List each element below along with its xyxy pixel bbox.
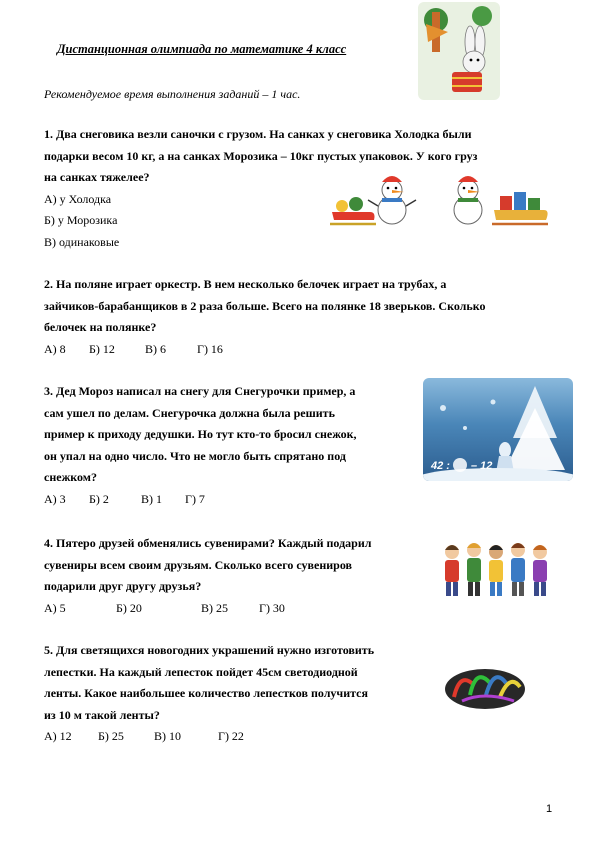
answer-option: Г) 22 xyxy=(218,729,244,743)
winter-scene-illustration xyxy=(423,378,573,481)
snowball-icon xyxy=(453,458,467,472)
friends-illustration xyxy=(440,538,552,600)
snowman-gifts-illustration xyxy=(440,170,552,232)
answer-option: В) одинаковые xyxy=(44,234,120,249)
question-2-text: 2. На поляне играет оркестр. В нем несколько белочек играет на трубах, а зайчиков-барабанщиков в 2 раза больше. Всего на полянке 18 зверьков. Сколько белочек на полянке? xyxy=(44,277,486,334)
question-2 xyxy=(44,274,486,360)
led-ribbon-illustration xyxy=(440,655,530,717)
answer-options xyxy=(44,489,357,511)
answer-option: А) 3 xyxy=(44,491,66,506)
answer-options xyxy=(44,598,371,620)
answer-option: А) 12 xyxy=(44,729,72,743)
question-3 xyxy=(44,381,357,510)
question-1-text: 1. Два снеговика везли саночки с грузом. На санках у снеговика Холодка были подарки весом 10 кг, а на санках Морозика – 10кг пустых упаковок. У кого груз на санках тяжелее? xyxy=(44,127,478,184)
recommended-time: Рекомендуемое время выполнения заданий – 1 час. xyxy=(44,87,301,101)
answer-option: В) 10 xyxy=(154,729,181,743)
question-3-text: 3. Дед Мороз написал на снегу для Снегурочки пример, а сам ушел по делам. Снегурочка должна была решить пример к приходу дедушки. Но тут кто-то бросил снежок, он упал на одно число. Что не могло быть спрятано под снежком? xyxy=(44,384,357,484)
answer-option: Г) 7 xyxy=(185,491,205,506)
answer-option: А) 5 xyxy=(44,600,66,615)
rabbit-drum-illustration xyxy=(418,2,500,100)
answer-options xyxy=(44,339,486,361)
answer-option: Б) 2 xyxy=(89,491,109,506)
answer-option: Б) 12 xyxy=(89,341,115,356)
answer-option: А) у Холодка xyxy=(44,191,112,206)
question-4 xyxy=(44,533,371,619)
answer-option: В) 6 xyxy=(145,341,166,356)
equation-left: 42 : xyxy=(431,460,450,472)
question-4-text: 4. Пятеро друзей обменялись сувенирами? Каждый подарил сувениры всем своим друзьям. Сколько всего сувениров подарили друг другу друзья? xyxy=(44,536,372,593)
answer-option: Б) 25 xyxy=(98,729,124,743)
answer-option: Г) 30 xyxy=(259,600,285,615)
answer-option: А) 8 xyxy=(44,341,66,356)
answer-option: В) 25 xyxy=(201,600,228,615)
answer-options xyxy=(44,726,374,748)
answer-option: Б) 20 xyxy=(116,600,142,615)
answer-option: Б) у Морозика xyxy=(44,213,118,227)
snowman-sled-illustration xyxy=(330,170,422,232)
page-number: 1 xyxy=(546,803,553,815)
question-5-text: 5. Для светящихся новогодних украшений нужно изготовить лепестки. На каждый лепесток пойдет 45см светодиодной ленты. Какое наибольшее количество лепестков получится из 10 м такой ленты? xyxy=(44,643,375,722)
answer-option: В) 1 xyxy=(141,491,162,506)
question-5 xyxy=(44,640,374,748)
page-title: Дистанционная олимпиада по математике 4 класс xyxy=(57,42,347,56)
answer-option: Г) 16 xyxy=(197,341,223,356)
equation-right: – 12 xyxy=(471,460,493,472)
